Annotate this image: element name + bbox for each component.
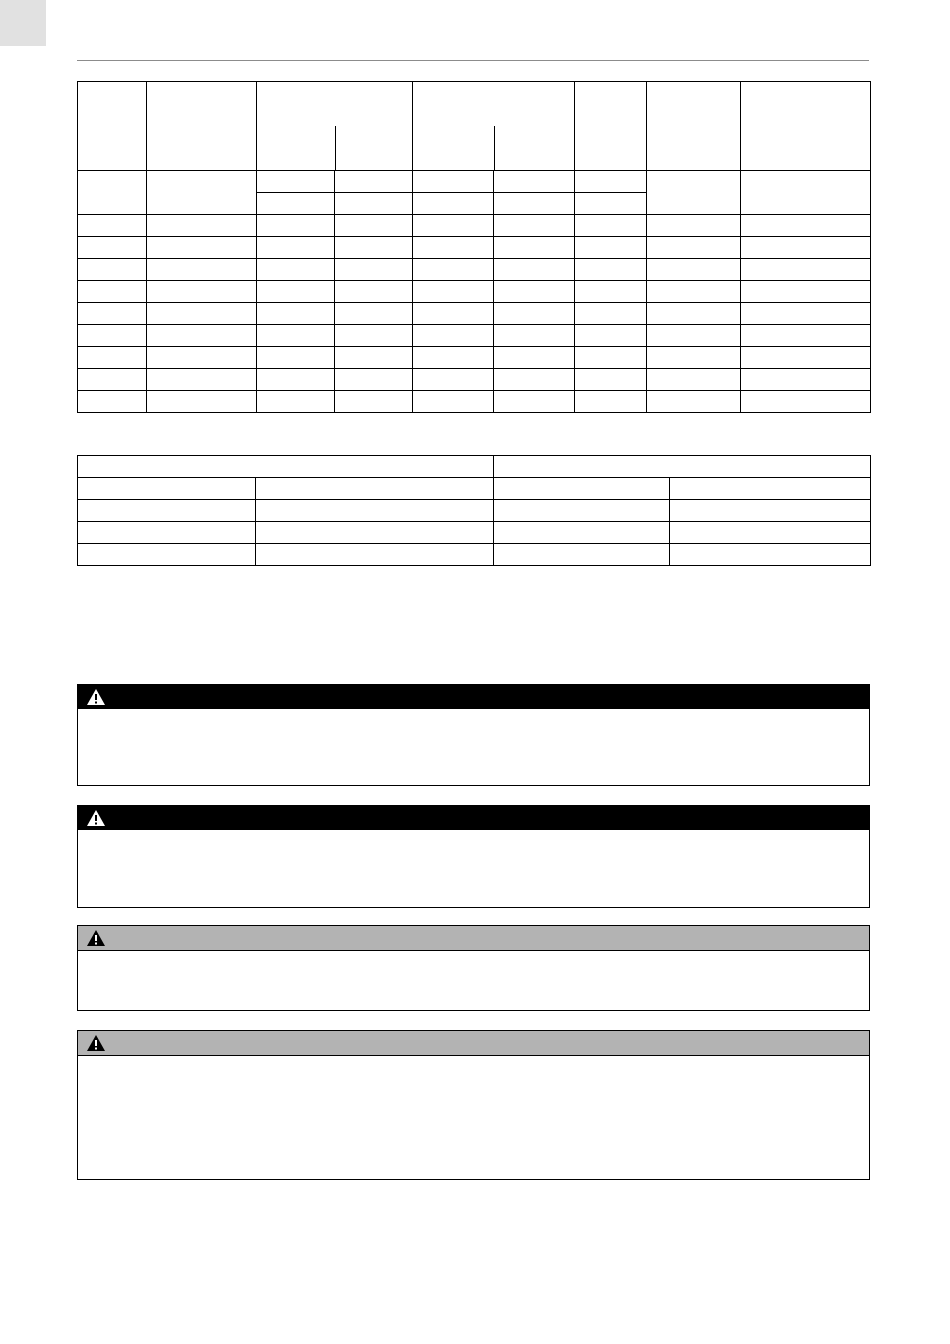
table-cell — [78, 303, 147, 325]
table-cell — [741, 171, 871, 215]
table-cell — [256, 478, 494, 500]
table-cell — [257, 303, 335, 325]
table-cell — [335, 193, 413, 215]
table-cell — [256, 544, 494, 566]
corner-tab — [0, 0, 46, 46]
table-cell — [494, 325, 575, 347]
table-cell — [147, 237, 257, 259]
spec-header-row — [78, 82, 871, 171]
table-cell — [257, 237, 335, 259]
table-cell — [257, 325, 335, 347]
table-cell — [575, 237, 647, 259]
table-cell — [78, 478, 256, 500]
table-cell — [78, 281, 147, 303]
table-cell — [335, 369, 413, 391]
table-cell — [147, 281, 257, 303]
table-cell — [256, 500, 494, 522]
table-cell — [647, 325, 741, 347]
table-cell — [256, 522, 494, 544]
table-cell — [575, 171, 647, 193]
table-cell — [575, 193, 647, 215]
table-cell — [147, 259, 257, 281]
table-cell — [575, 347, 647, 369]
table-row — [78, 281, 871, 303]
table-row — [78, 325, 871, 347]
table-cell — [413, 259, 494, 281]
table-cell — [647, 237, 741, 259]
table-cell — [257, 193, 335, 215]
table-cell — [647, 303, 741, 325]
notice-body — [78, 830, 869, 842]
table-cell — [147, 369, 257, 391]
table-cell — [741, 369, 871, 391]
header-cell — [647, 82, 741, 171]
table-cell — [78, 544, 256, 566]
warning-triangle-icon — [86, 929, 106, 947]
table-cell — [147, 303, 257, 325]
table-cell — [741, 325, 871, 347]
table-row — [78, 544, 871, 566]
table-cell — [413, 303, 494, 325]
legend-table — [77, 455, 871, 566]
table-cell — [257, 369, 335, 391]
table-row — [78, 259, 871, 281]
table-cell — [575, 259, 647, 281]
notice-header-bar — [78, 685, 869, 709]
table-cell — [335, 347, 413, 369]
table-row — [78, 478, 871, 500]
table-cell — [335, 303, 413, 325]
notice-header-bar — [78, 926, 869, 951]
table-cell — [741, 391, 871, 413]
table-cell — [575, 281, 647, 303]
table-cell — [741, 237, 871, 259]
table-cell — [147, 215, 257, 237]
table-cell — [335, 259, 413, 281]
table-cell — [413, 325, 494, 347]
table-cell — [494, 347, 575, 369]
table-cell — [257, 171, 335, 193]
notice-body — [78, 951, 869, 963]
table-cell — [78, 391, 147, 413]
table-cell — [494, 544, 670, 566]
table-cell — [78, 500, 256, 522]
table-cell — [78, 259, 147, 281]
table-cell — [494, 391, 575, 413]
spec-subheader-row — [78, 171, 871, 193]
table-cell — [741, 347, 871, 369]
table-cell — [78, 215, 147, 237]
table-row — [78, 500, 871, 522]
header-cell — [575, 82, 647, 171]
table-cell — [647, 369, 741, 391]
table-cell — [413, 391, 494, 413]
table-row — [78, 303, 871, 325]
table-cell — [670, 500, 871, 522]
table-cell — [78, 456, 494, 478]
table-row — [78, 347, 871, 369]
table-cell — [741, 303, 871, 325]
table-cell — [575, 325, 647, 347]
table-row — [78, 391, 871, 413]
table-cell — [78, 522, 256, 544]
table-cell — [257, 347, 335, 369]
table-cell — [335, 391, 413, 413]
table-row — [78, 215, 871, 237]
header-cell — [78, 82, 147, 171]
warning-triangle-icon — [86, 809, 106, 827]
table-cell — [147, 325, 257, 347]
table-row — [78, 522, 871, 544]
table-cell — [647, 281, 741, 303]
table-cell — [257, 215, 335, 237]
table-cell — [78, 171, 147, 215]
table-cell — [647, 347, 741, 369]
table-cell — [647, 215, 741, 237]
table-cell — [257, 259, 335, 281]
table-cell — [147, 347, 257, 369]
warning-triangle-icon — [86, 1034, 106, 1052]
table-cell — [413, 171, 494, 193]
table-cell — [494, 171, 575, 193]
table-cell — [647, 259, 741, 281]
header-cell — [147, 82, 257, 171]
table-cell — [257, 391, 335, 413]
notice-header-bar — [78, 806, 869, 830]
danger-notice — [77, 805, 870, 908]
table-cell — [147, 171, 257, 215]
table-cell — [494, 281, 575, 303]
table-cell — [494, 193, 575, 215]
table-cell — [78, 237, 147, 259]
table-cell — [257, 281, 335, 303]
table-cell — [741, 281, 871, 303]
table-cell — [670, 478, 871, 500]
notice-body — [78, 709, 869, 721]
notice-header-bar — [78, 1031, 869, 1056]
notice-body — [78, 1056, 869, 1068]
table-row — [78, 237, 871, 259]
caution-notice — [77, 925, 870, 1011]
warning-triangle-icon — [86, 688, 106, 706]
table-cell — [494, 215, 575, 237]
header-cell — [741, 82, 871, 171]
table-cell — [413, 237, 494, 259]
legend-header-row — [78, 456, 871, 478]
table-cell — [575, 303, 647, 325]
table-cell — [575, 369, 647, 391]
table-cell — [413, 215, 494, 237]
table-cell — [413, 347, 494, 369]
table-cell — [494, 456, 871, 478]
table-row — [78, 369, 871, 391]
table-cell — [494, 500, 670, 522]
table-cell — [647, 171, 741, 215]
table-cell — [494, 237, 575, 259]
header-group-cell — [413, 82, 575, 171]
table-cell — [647, 391, 741, 413]
spec-table — [77, 81, 871, 413]
table-cell — [335, 281, 413, 303]
table-cell — [575, 215, 647, 237]
table-cell — [335, 237, 413, 259]
table-cell — [335, 171, 413, 193]
caution-notice — [77, 1030, 870, 1180]
table-cell — [670, 522, 871, 544]
table-cell — [335, 325, 413, 347]
table-cell — [494, 259, 575, 281]
table-cell — [494, 303, 575, 325]
table-cell — [413, 369, 494, 391]
table-cell — [147, 391, 257, 413]
table-cell — [413, 193, 494, 215]
table-cell — [413, 281, 494, 303]
table-cell — [494, 369, 575, 391]
table-cell — [494, 478, 670, 500]
table-cell — [741, 215, 871, 237]
table-cell — [78, 369, 147, 391]
table-cell — [741, 259, 871, 281]
danger-notice — [77, 684, 870, 786]
header-group-cell — [257, 82, 413, 171]
table-cell — [575, 391, 647, 413]
table-cell — [494, 522, 670, 544]
table-cell — [78, 325, 147, 347]
header-rule — [77, 60, 869, 61]
table-cell — [78, 347, 147, 369]
table-cell — [670, 544, 871, 566]
table-cell — [335, 215, 413, 237]
